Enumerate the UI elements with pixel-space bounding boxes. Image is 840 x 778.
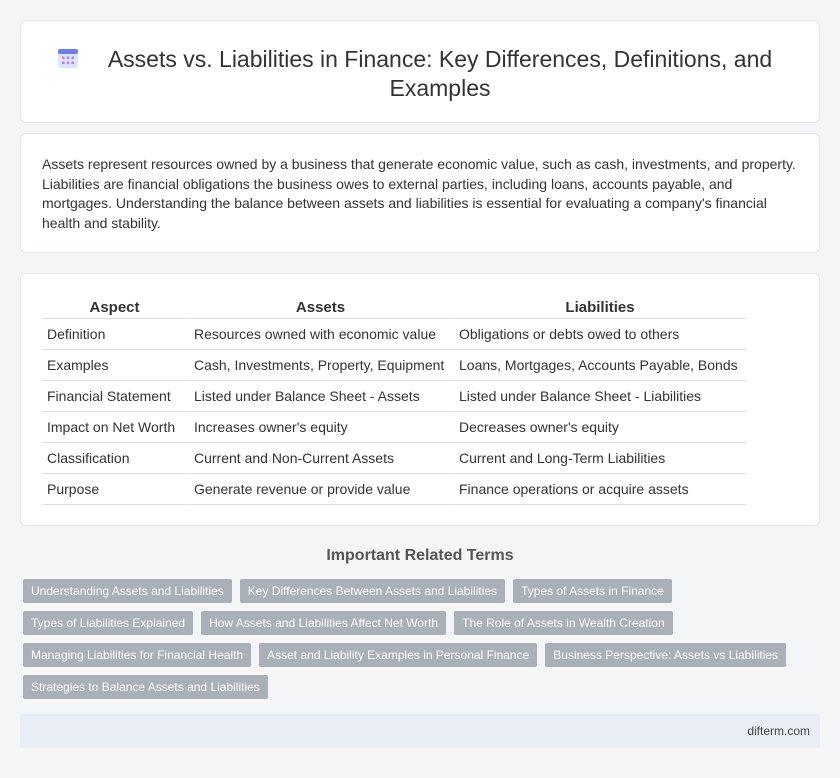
table-cell: Increases owner's equity xyxy=(187,412,452,443)
table-cell: Resources owned with economic value xyxy=(187,319,452,350)
page-title: Assets vs. Liabilities in Finance: Key Differences, Definitions, and Examples xyxy=(107,46,773,101)
tag-row xyxy=(23,611,813,635)
tag-row xyxy=(23,643,813,667)
table-row xyxy=(42,381,746,412)
footer xyxy=(20,714,820,748)
related-term-link[interactable]: Strategies to Balance Assets and Liabilities xyxy=(23,675,268,699)
tag-row xyxy=(23,675,813,699)
table-cell: Generate revenue or provide value xyxy=(187,474,452,505)
table-cell: Financial Statement xyxy=(42,381,187,412)
table-cell: Current and Non-Current Assets xyxy=(187,443,452,474)
related-term-link[interactable]: Asset and Liability Examples in Personal Finance xyxy=(259,643,537,667)
related-term-link[interactable]: Managing Liabilities for Financial Health xyxy=(23,643,251,667)
table-cell: Current and Long-Term Liabilities xyxy=(452,443,746,474)
footer-site-name: difterm.com xyxy=(747,724,810,738)
intro-paragraph: Assets represent resources owned by a business that generate economic value, such as cash, investments, and property. Liabilities are financial obligations the business owes to external parties, including loans, accounts payable, and mortgages. Understanding the balance between assets and liabilities is essential for evaluating a company's financial health and stability. xyxy=(42,156,796,231)
table-row xyxy=(42,319,746,350)
header-liabilities: Liabilities xyxy=(452,296,746,319)
table-cell: Listed under Balance Sheet - Assets xyxy=(187,381,452,412)
table-row xyxy=(42,474,746,505)
header-assets: Assets xyxy=(187,296,452,319)
related-term-link[interactable]: Understanding Assets and Liabilities xyxy=(23,579,232,603)
table-cell: Classification xyxy=(42,443,187,474)
intro-card xyxy=(20,133,820,253)
table-cell: Definition xyxy=(42,319,187,350)
table-cell: Listed under Balance Sheet - Liabilities xyxy=(452,381,746,412)
table-row xyxy=(42,350,746,381)
table-cell: Purpose xyxy=(42,474,187,505)
table-row xyxy=(42,443,746,474)
table-cell: Loans, Mortgages, Accounts Payable, Bonds xyxy=(452,350,746,381)
table-header-row xyxy=(42,296,746,319)
title-card xyxy=(20,20,820,123)
related-term-link[interactable]: Types of Liabilities Explained xyxy=(23,611,193,635)
related-terms-list xyxy=(23,579,813,707)
related-term-link[interactable]: Business Perspective: Assets vs Liabilities xyxy=(545,643,786,667)
related-terms-title: Important Related Terms xyxy=(326,547,514,564)
table-cell: Cash, Investments, Property, Equipment xyxy=(187,350,452,381)
table-cell: Impact on Net Worth xyxy=(42,412,187,443)
related-term-link[interactable]: Key Differences Between Assets and Liabilities xyxy=(240,579,505,603)
tag-row xyxy=(23,579,813,603)
related-term-link[interactable]: How Assets and Liabilities Affect Net Worth xyxy=(201,611,446,635)
table-cell: Decreases owner's equity xyxy=(452,412,746,443)
comparison-table xyxy=(42,296,746,505)
related-term-link[interactable]: The Role of Assets in Wealth Creation xyxy=(454,611,673,635)
header-aspect: Aspect xyxy=(42,296,187,319)
table-row xyxy=(42,412,746,443)
comparison-card xyxy=(20,273,820,526)
related-term-link[interactable]: Types of Assets in Finance xyxy=(513,579,672,603)
table-cell: Obligations or debts owed to others xyxy=(452,319,746,350)
table-cell: Finance operations or acquire assets xyxy=(452,474,746,505)
table-cell: Examples xyxy=(42,350,187,381)
